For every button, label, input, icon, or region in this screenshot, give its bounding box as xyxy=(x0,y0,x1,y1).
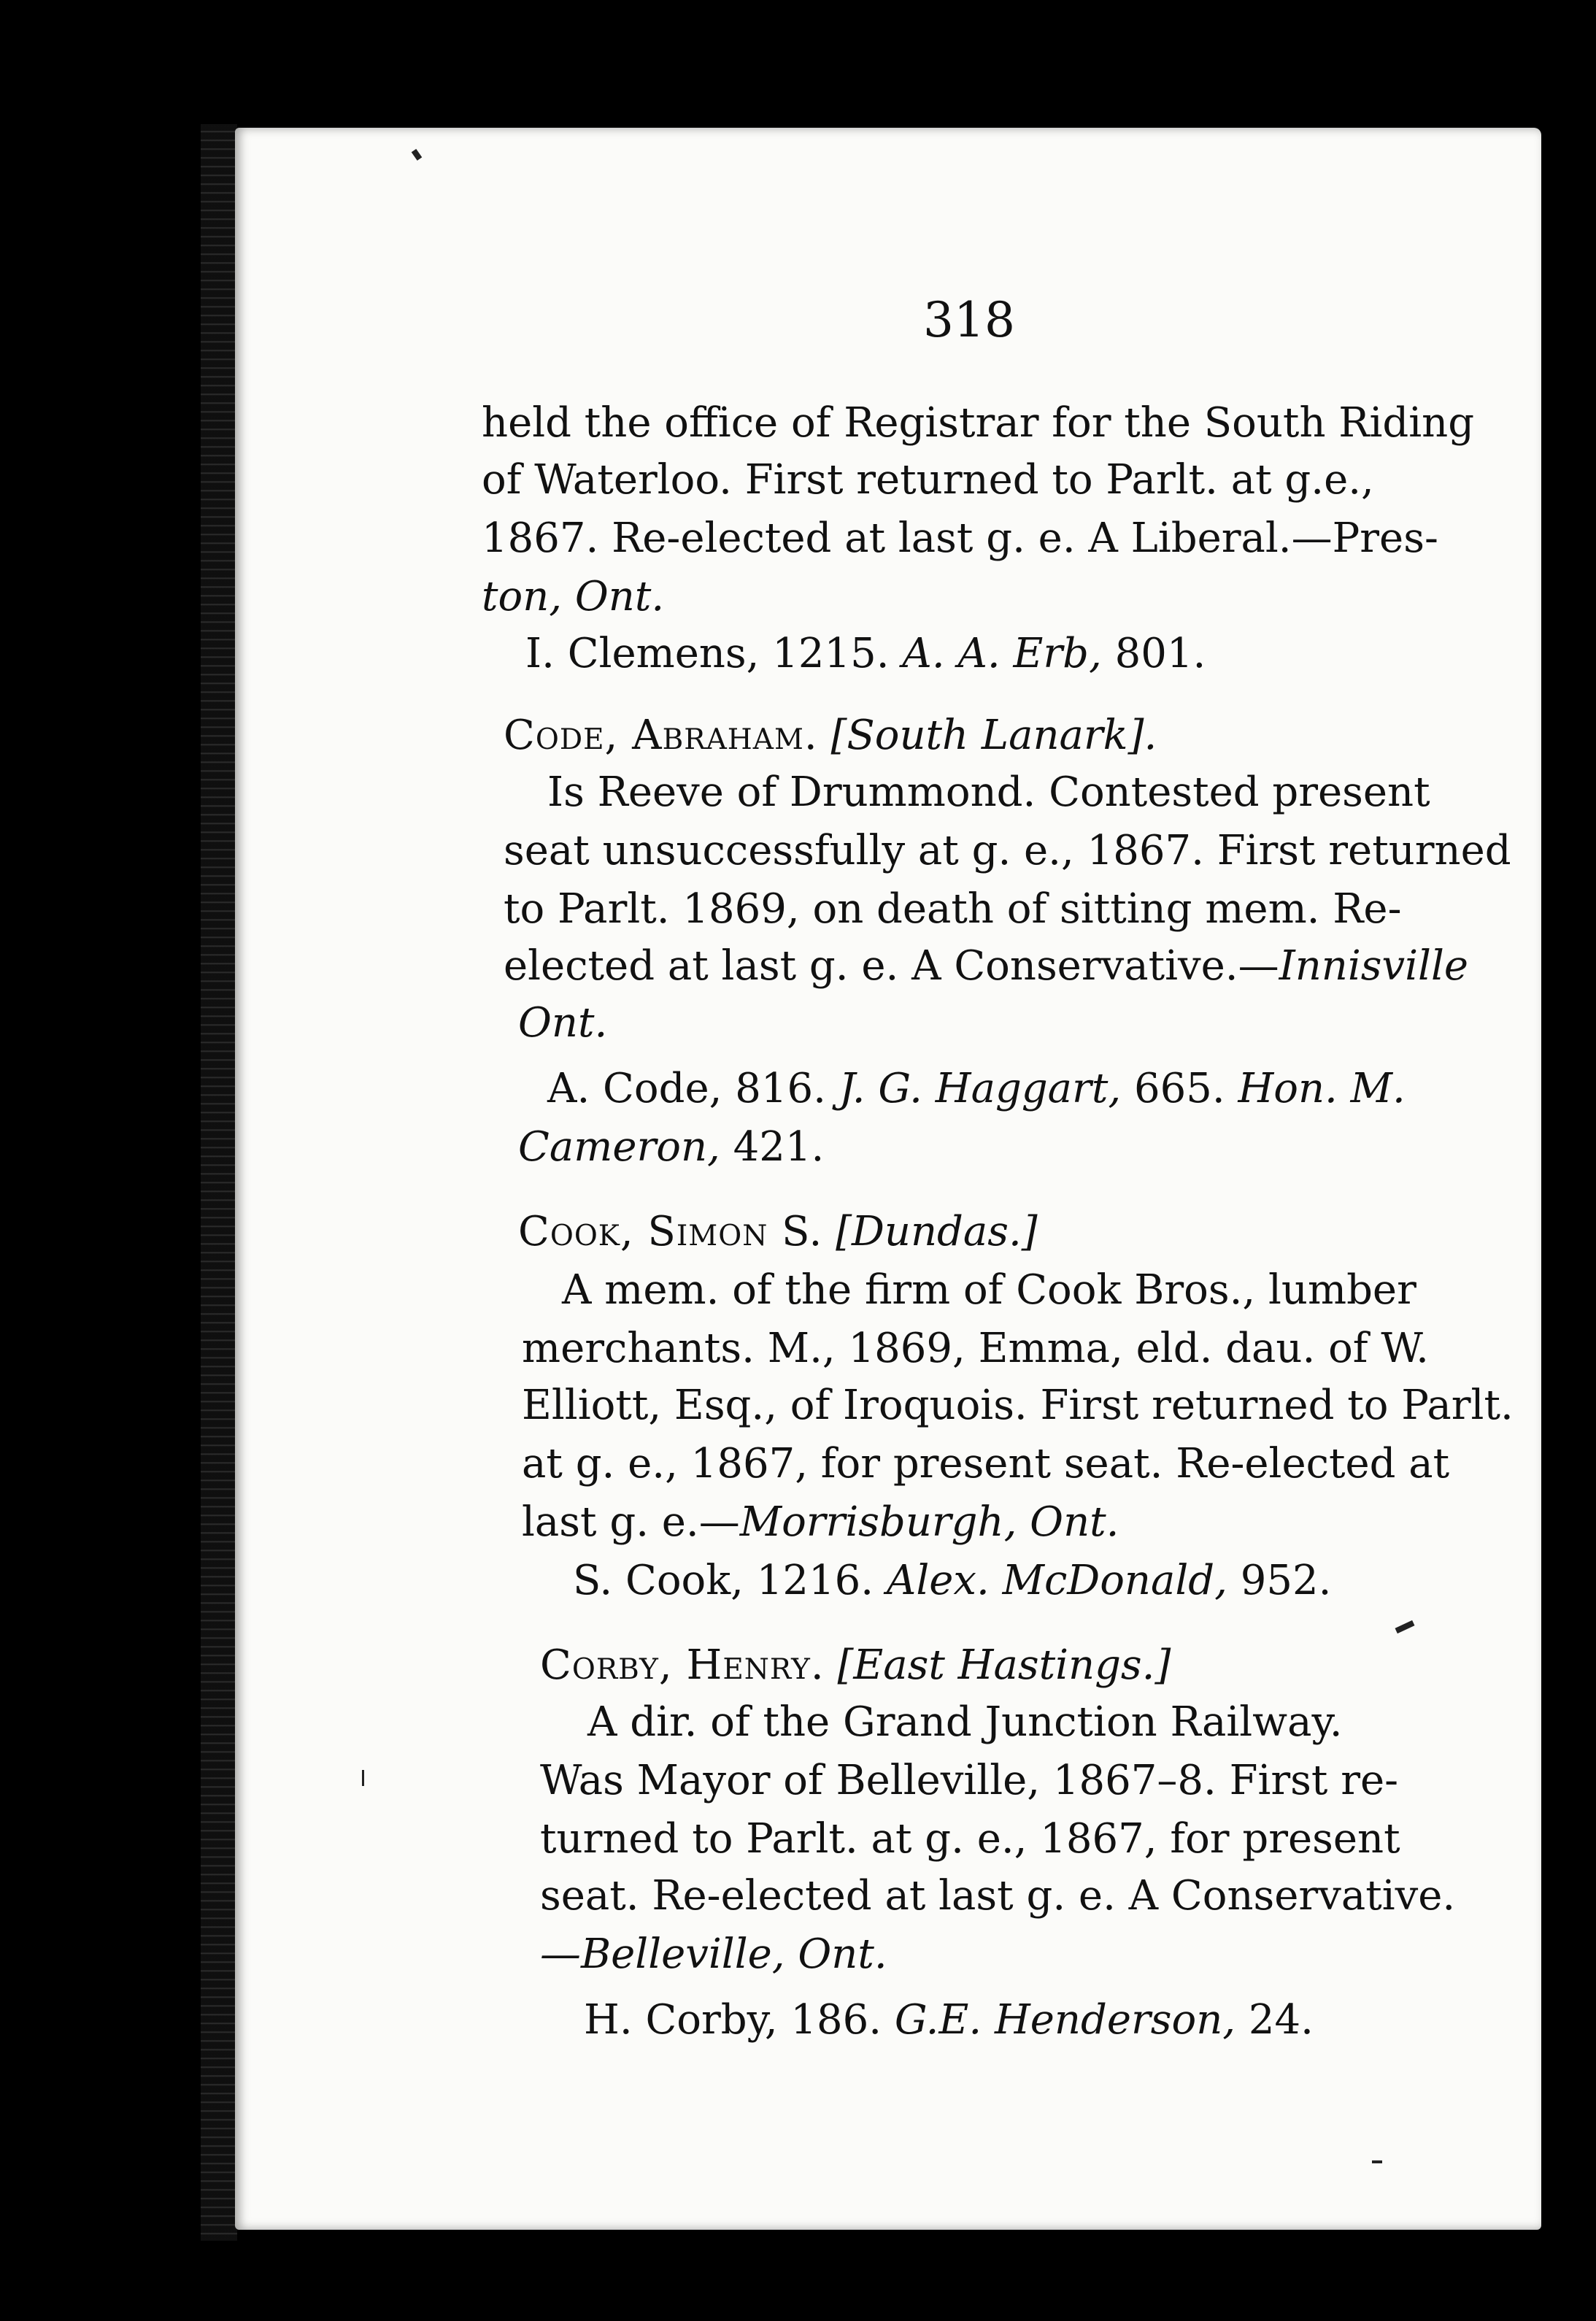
scan-speck xyxy=(362,1770,364,1786)
member-name: Code, Abraham. xyxy=(504,712,818,759)
book-binding-edge xyxy=(201,124,237,2241)
residence: Morrisburgh, Ont. xyxy=(739,1498,1119,1546)
member-name: Cook, Simon S. xyxy=(518,1208,823,1255)
residence: Innisville xyxy=(1279,942,1469,990)
entry-line: Elliott, Esq., of Iroquois. First returned to Parlt. xyxy=(522,1382,1514,1429)
entry-line xyxy=(522,1498,1119,1546)
entry-line: A mem. of the firm of Cook Bros., lumber xyxy=(562,1266,1416,1314)
opponent-name: A. A. Erb, xyxy=(902,630,1102,677)
vote-result xyxy=(547,1065,1406,1112)
entry-line: to Parlt. 1869, on death of sitting mem. Re- xyxy=(504,885,1402,933)
residence: —Belleville, Ont. xyxy=(540,1931,887,1978)
member-name: Corby, Henry. xyxy=(540,1641,825,1689)
entry-heading xyxy=(540,1641,1171,1689)
opponent-votes: 665. xyxy=(1133,1065,1225,1112)
residence: ton, Ont. xyxy=(482,573,665,620)
residence-cont: Ont. xyxy=(518,999,608,1047)
opponent-votes: 952. xyxy=(1240,1557,1332,1604)
entry-line: merchants. M., 1869, Emma, eld. dau. of W. xyxy=(522,1325,1429,1372)
entry-line: Is Reeve of Drummond. Contested present xyxy=(547,769,1430,816)
vote-result-cont xyxy=(518,1123,825,1171)
scan-speck xyxy=(1372,2160,1382,2163)
entry-line: 1867. Re-elected at last g. e. A Liberal.—Pres- xyxy=(482,515,1438,562)
page-number: 318 xyxy=(923,292,1015,348)
entry-line: turned to Parlt. at g. e., 1867, for present xyxy=(540,1815,1400,1863)
entry-line xyxy=(504,942,1469,990)
entry-line-text: elected at last g. e. A Conservative.— xyxy=(504,942,1279,990)
entry-heading xyxy=(504,712,1157,759)
opponent-name: J. G. Haggart, xyxy=(839,1065,1122,1112)
vote-result xyxy=(584,1996,1314,2044)
entry-line: Was Mayor of Belleville, 1867–8. First re- xyxy=(540,1757,1399,1804)
riding-name: [East Hastings.] xyxy=(837,1641,1171,1689)
entry-line: seat unsuccessfully at g. e., 1867. First returned xyxy=(504,827,1511,874)
riding-name: [Dundas.] xyxy=(836,1208,1038,1255)
opponent-votes: 801. xyxy=(1114,630,1206,677)
third-candidate: Hon. M. xyxy=(1238,1065,1406,1112)
riding-name: [South Lanark]. xyxy=(830,712,1157,759)
entry-line: A dir. of the Grand Junction Railway. xyxy=(587,1698,1343,1746)
third-candidate-cont: Cameron, xyxy=(518,1123,720,1171)
vote-result xyxy=(573,1557,1332,1604)
entry-line: held the office of Registrar for the South Riding xyxy=(482,399,1475,447)
winner-votes: H. Corby, 186. xyxy=(584,1996,882,2044)
winner-votes: S. Cook, 1216. xyxy=(573,1557,874,1604)
entry-line: of Waterloo. First returned to Parlt. at g.e., xyxy=(482,456,1374,504)
entry-line-text: last g. e.— xyxy=(522,1498,740,1546)
winner-votes: A. Code, 816. xyxy=(547,1065,826,1112)
entry-line: at g. e., 1867, for present seat. Re-elected at xyxy=(522,1440,1450,1487)
entry-heading xyxy=(518,1208,1038,1255)
opponent-name: G.E. Henderson, xyxy=(894,1996,1236,2044)
third-votes: 421. xyxy=(733,1123,825,1171)
entry-line: seat. Re-elected at last g. e. A Conservative. xyxy=(540,1872,1456,1920)
winner-votes: I. Clemens, 1215. xyxy=(525,630,890,677)
opponent-name: Alex. McDonald, xyxy=(886,1557,1227,1604)
vote-result xyxy=(525,630,1206,677)
opponent-votes: 24. xyxy=(1248,1996,1314,2044)
